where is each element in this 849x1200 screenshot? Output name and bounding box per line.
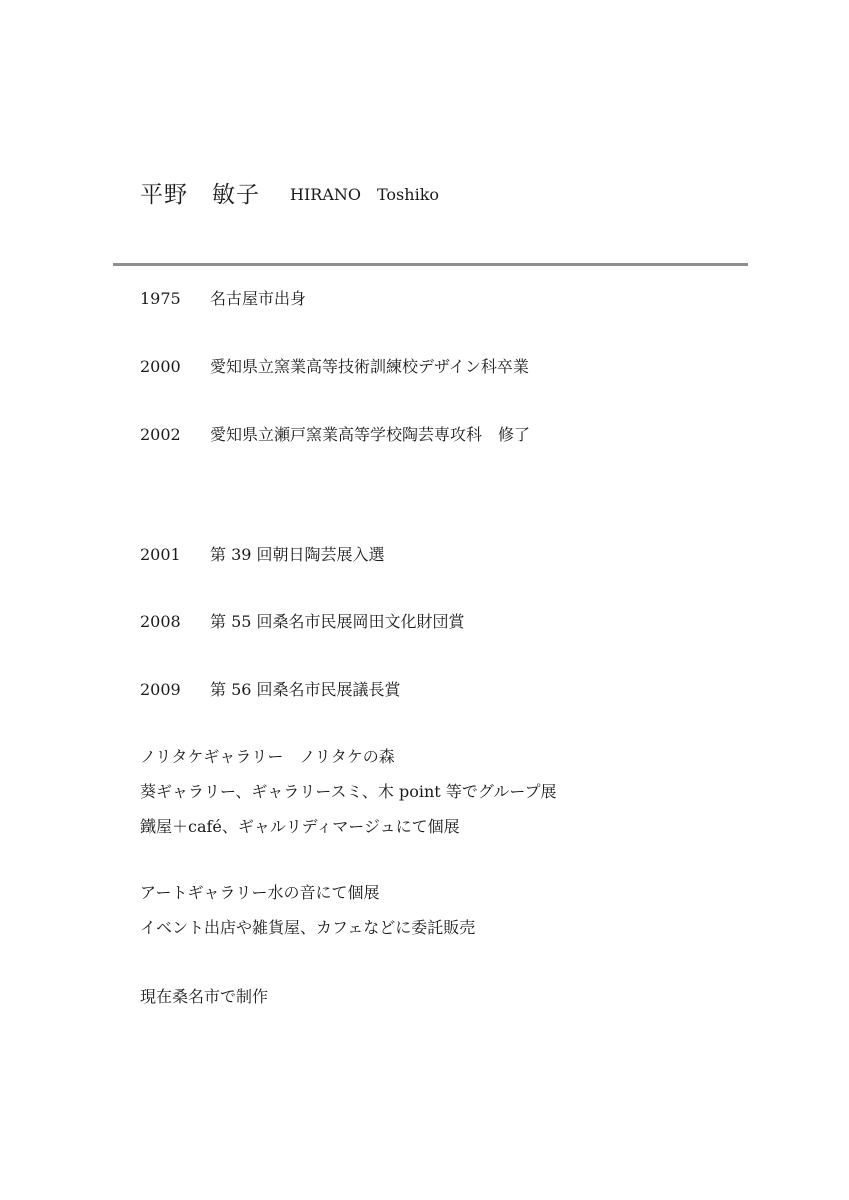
entry-text: 愛知県立窯業高等技術訓練校デザイン科卒業 xyxy=(210,357,529,376)
award-text: 第 39 回朝日陶芸展入選 xyxy=(210,545,385,564)
entry-year: 2002 xyxy=(140,425,181,444)
timeline-entry xyxy=(140,356,529,378)
award-entry xyxy=(140,544,385,566)
entry-text: 名古屋市出身 xyxy=(210,289,307,308)
current-location-line: 現在桑名市で制作 xyxy=(140,987,269,1006)
activity-line: ノリタケギャラリー ノリタケの森 xyxy=(140,747,395,766)
name-japanese: 平野 敏子 xyxy=(140,182,260,208)
entry-year: 2000 xyxy=(140,357,181,376)
timeline-entry xyxy=(140,288,306,310)
divider-rule xyxy=(113,263,748,266)
activity-line: 鐵屋＋café、ギャルリディマージュにて個展 xyxy=(140,817,460,836)
entry-text: 愛知県立瀬戸窯業高等学校陶芸専攻科 修了 xyxy=(210,425,531,444)
award-entry xyxy=(140,611,465,633)
award-year: 2008 xyxy=(140,612,181,631)
activity-line: 葵ギャラリー、ギャラリースミ、木 point 等でグループ展 xyxy=(140,782,557,801)
name-english: HIRANO Toshiko xyxy=(290,185,440,204)
award-entry xyxy=(140,679,401,701)
activity-line: イベント出店や雑貨屋、カフェなどに委託販売 xyxy=(140,918,476,937)
award-year: 2009 xyxy=(140,680,181,699)
activity-line: アートギャラリー水の音にて個展 xyxy=(140,883,380,902)
name-heading xyxy=(140,176,439,209)
timeline-entry xyxy=(140,424,530,446)
award-text: 第 56 回桑名市民展議長賞 xyxy=(210,680,401,699)
award-text: 第 55 回桑名市民展岡田文化財団賞 xyxy=(210,612,465,631)
award-year: 2001 xyxy=(140,545,181,564)
entry-year: 1975 xyxy=(140,289,181,308)
